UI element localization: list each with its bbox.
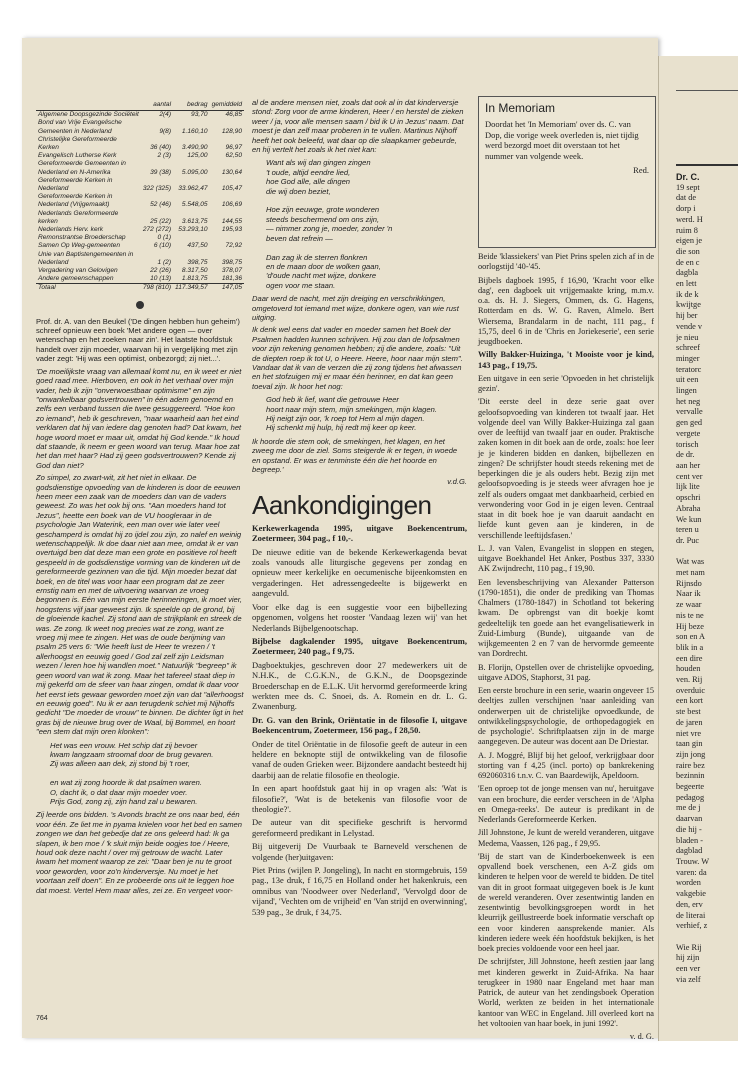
- edge-line: de literai: [676, 910, 706, 920]
- edge-line: lijk lite: [676, 482, 700, 492]
- edge-line: Hij beze: [676, 621, 704, 631]
- table-cell: Totaal: [36, 284, 141, 293]
- edge-line: de en c: [676, 257, 700, 267]
- table-row: [36, 152, 244, 160]
- paragraph: 'Bij de start van de Kinderboekenweek is een opvallend boek verschenen, een A-Z gids om kinderen te helpen voor de wereld te bidden. De titel van dit in groot formaat uitgegeven boek is Je kunt de wereld veranderen. Over zesentwintig landen en zesentwintig bevolkingsgroepen wordt in het kleurrijk geïllustreerde boek informatie verschaft op een voor kinderen aansprekende manier. Als kinderen iedere week één hoofdstuk bekijken, is het boek precies voldoende voor een heel jaar.: [478, 851, 654, 953]
- paragraph: Een levensbeschrijving van Alexander Patterson (1790-1851), die onder de prediking van Thomas Chalmers (1780-1847) in Schotland tot bekering kwam. De opbrengst van dit boekje komt gedeeltelijk ten goede aan het evangelisatiewerk in Zuid-Limburg (Bunde), uitgaande van de wijkgemeenten 2 en 7 van de hervormde gemeente van Dordrecht.: [478, 577, 654, 659]
- paragraph: De schrijfster, Jill Johnstone, heeft zestien jaar lang met kinderen gewerkt in Zuid-Afrika. Na haar terugkeer in 1980 naar Engeland met haar man Patrick, de auteur van het zendingsboek Operation World, werkten ze beiden in het internationale kantoor van WEC in Engeland. Jill overleed kort na het voltooien van haar boek, in juni 1992'.: [478, 957, 654, 1028]
- poem-line: Want als wij dan gingen zingen: [266, 158, 371, 168]
- poem-line: en wat zij zong hoorde ik dat psalmen waren.: [50, 778, 202, 788]
- paragraph: 'Dit eerste deel in deze serie gaat over geloofsopvoeding van kinderen tot twaalf jaar. Het volgende deel van Willy Bakker-Huizinga zal gaan over de leeftijd van twaalf jaar en ouder. Praktische zaken komen in dit boek aan de orde, zoals: hoe leer je je kinderen bidden en danken, bijbellezen en zingen? De schrijfster houdt steeds rekening met de beperkingen die je als ouders hebt. Bezig zijn met geloofsopvoeding is je steeds weer afvragen hoe je zelf als ouders omgaat met dankbaarheid, cerbied en verwondering voor God in je eigen leven. Centraal staat in dit boek hoe je van daaruit aandacht en liefde kunt geven aan je kinderen, in de verschillende leeftijdsfasen.': [478, 397, 654, 540]
- edge-line: begeerte: [676, 782, 705, 792]
- edge-line: ruim 8: [676, 225, 698, 235]
- table-cell: 93,70: [191, 111, 208, 119]
- signature: v.d.G.: [447, 477, 467, 487]
- paragraph: A. J. Moggré, Blijf bij het geloof, verkrijgbaar door storting van f 4,25 (incl. porto) op bankrekening 692060316 t.n.v. C. van Baardewijk, Apeldoorn.: [478, 750, 654, 780]
- edge-line: blik in a: [676, 642, 704, 652]
- table-header: aantal: [141, 100, 173, 111]
- paragraph: 'De moeilijkste vraag van allemaal komt nu, en ik weet er niet goed raad mee. Hierboven, en ook in het verhaal over mijn vader, heb ik zijn "onverwoestbaar optimisme" en zijn "onwankelbaar godsvertrouwen" in één adem genoemd en zelfs een verband tussen die twee gesuggereerd. "Hoe kon zo iemand", heb ik geschreven, "naar waarheid aan het eind verklaren dat hij van iedere dag genoten had? Dat kwam, het hoge woord moet er maar uit, omdat hij God kende." Ik houd dat staande, ik neem er geen woord van terug. Maar hoe zat het dan met haar? Had zij geen godsvertrouwen? Kende zij God dan niet?: [36, 366, 242, 470]
- edge-line: hij zijn: [676, 953, 700, 963]
- poem-line: steeds beschermend om ons zijn,: [266, 214, 380, 224]
- edge-line: bladen -: [676, 835, 703, 845]
- paragraph: De nieuwe editie van de bekende Kerkewerkagenda bevat zoals vanouds alle liturgische gegevens per zondag en opnieuw meer kerkelijke en oecumenische bijeenkomsten en vergaderingen. Het adressengedeelte is bijgewerkt en aangevuld.: [252, 546, 467, 599]
- edge-line: raire bez: [676, 760, 705, 770]
- table-cell: 46,85: [225, 111, 242, 119]
- paragraph: Daar werd de nacht, met zijn dreiging en verschrikkingen, omgetoverd tot iemand met wijze, donkere ogen, van wie rust uitging.: [252, 294, 459, 322]
- edge-line: overduic: [676, 685, 706, 695]
- table-cell: 0 (1): [157, 234, 172, 242]
- poem: [36, 741, 244, 807]
- edge-line: teren u: [676, 525, 699, 535]
- paragraph: Jill Johnstone, Je kunt de wereld veranderen, uitgave Medema, Vaassen, 126 pag., f 29,95.: [478, 828, 654, 848]
- poem: [252, 395, 467, 433]
- edge-line: ven. Rij: [676, 675, 703, 685]
- table-cell: 62,50: [225, 152, 242, 160]
- table-row: [36, 177, 244, 193]
- edge-heading: Dr. C.: [676, 172, 700, 182]
- table-cell: Unie van Baptistengemeenten in Nederland: [38, 250, 134, 266]
- table-cell: Nederlands Herv. kerk: [38, 226, 104, 234]
- poem-line: 'd'oude nacht met wijze, donkere: [266, 271, 377, 281]
- edge-line: Abraha: [676, 503, 701, 513]
- paragraph: Ik denk wel eens dat vader en moeder samen het Boek der Psalmen hadden kunnen schrijven. Hij zou dan de lofpsalmen voor zijn rekening genomen hebben; zij die andere, zoals: "Uit de diepten roep ik tot U, o Heere. Heere, hoor naar mijn stem". Vandaar dat ik van de verzen die zij zong tijdens het afwassen en het stofzuigen mij er maar één herinner, en dat kan geen toeval zijn. Ik hoor het nog:: [252, 325, 463, 391]
- edge-line: cent ver: [676, 471, 703, 481]
- table-row: [36, 242, 244, 250]
- edge-line: schreef: [676, 343, 700, 353]
- edge-line: lingen: [676, 386, 697, 396]
- edge-line: varen: da: [676, 867, 707, 877]
- table-cell: 36 (40): [150, 144, 172, 152]
- table-cell: 1.160,10: [181, 127, 208, 135]
- table-cell: 378,07: [221, 267, 242, 275]
- next-page-text: [676, 172, 738, 1034]
- edge-heading-rule: [676, 164, 738, 166]
- poem-line: kwam langzaam stroomaf door de brug gevaren.: [50, 749, 214, 759]
- poem-line: hoort naar mijn stem, mijn smekingen, mijn klagen.: [266, 404, 437, 414]
- bullet-separator: [136, 301, 144, 309]
- edge-line: Wie Rij: [676, 942, 702, 952]
- table-cell: 195,93: [221, 226, 242, 234]
- edge-line: je nieu: [676, 332, 699, 342]
- paragraph: Prof. dr. A. van den Beukel ('De dingen hebben hun geheim') schreef opnieuw een boek 'Met andere ogen — over wetenschap en het zoeken naar zin'. Het laatste hoofdstuk handelt over zijn moeder, waarvan hij in vergelijking met zijn vader zegt: 'Hij was een optimist, onbezorgd; zij niet...'.: [36, 316, 240, 364]
- table-cell: 1.813,75: [181, 275, 208, 283]
- paragraph: De auteur van dit specifieke geschrift is hervormd gereformeerd predikant in Lelystad.: [252, 817, 467, 838]
- table-cell: 117.349,57: [175, 284, 208, 292]
- paragraph: Bij uitgeverij De Vuurbaak te Barneveld verschenen de volgende (her)uitgaven:: [252, 841, 467, 862]
- edge-line: We kun: [676, 514, 702, 524]
- edge-line: aan her: [676, 460, 701, 470]
- table-cell: 72,92: [225, 242, 242, 250]
- edge-line: dat de: [676, 193, 697, 203]
- edge-line: minger: [676, 353, 700, 363]
- poem-line: Hoe zijn eeuwge, grote wonderen: [266, 205, 380, 215]
- edge-line: vakgebie: [676, 889, 706, 899]
- table-cell: 798 (810): [142, 284, 172, 292]
- signature: v. d. G.: [629, 1032, 654, 1041]
- table-cell: Gereformeerde Kerken in Nederland (Vrijgemaakt): [38, 193, 113, 209]
- table-cell: 272 (272): [142, 226, 172, 234]
- announcement: Kerkewerkagenda 1995, uitgave Boekencentrum, Zoetermeer, 304 pag., f 10,-.: [252, 522, 467, 544]
- statistics-table: [36, 100, 244, 293]
- edge-line: 19 sept: [676, 182, 700, 192]
- table-cell: 5.548,05: [181, 201, 208, 209]
- edge-line: die hij -: [676, 824, 702, 834]
- table-cell: 9(8): [159, 127, 172, 135]
- table-cell: 398,75: [187, 258, 208, 266]
- table-cell: Andere gemeenschappen: [38, 275, 114, 283]
- table-cell: [210, 234, 244, 242]
- edge-line: vergete: [676, 428, 701, 438]
- edge-line: het neg: [676, 396, 701, 406]
- edge-line: ze waar: [676, 600, 702, 610]
- edge-line: de jaren: [676, 717, 703, 727]
- edge-line: torisch: [676, 439, 699, 449]
- paragraph: Zo simpel, zo zwart-wit, zit het niet in elkaar. De godsdienstige opvoeding van de kinderen is door de eeuwen heen meer een zaak van de moeders dan van de vaders geweest. Zo was het ook bij ons. "Aan moeders hand tot Jezus", heette een boek van de VU hoogleraar in de psychologie Jan Waterink, een man over wie later veel geschamperd is omdat hij zo ijdel zou zijn, zo nalef en weinig wetenschappelijk. Ik doe daar niet aan mee, omdat ik er van overtuigd ben dat deze man een grote en positieve rol heeft gespeeld in de godsdienstige vorming van de kinderen uit de gereformeerde gezinnen van die tijd. Mijn moeder bezat dat boek, en de titel was voor haar een program dat ze zeer ernstig nam en met de uitvoering waarvan ze vroeg begonnen is. Eén van mijn eerste herinneringen, ik moet vier, hoogstens vijf jaar geweest zijn. Ik speelde op de grond, bij de gloeiende kachel. Zij stond aan de strijkplank en streek de was. Ze zong. Ik weet nog precies wat ze zong, want ze vroeg mij mee te zingen. Het was de oude berijming van psalm 25 vers 6: "Wie heeft lust de Heer te vrezen / 't allerhoogst en eeuwig goed / God zal zelf zijn Leidsman wezen / leren hoe hij wandlen moet." Natuurlijk "begreep" ik geen woord van wat ik zong. Maar het tafereel staat diep in mij gekerfd om de sfeer van haar zingen, omdat ik daar voor het eerst iets gewaar geworden moet zijn van dat "allerhoogst en eeuwig goed". Nu ik er aan terugdenk schiet mij Nijhoffs gedicht "De moeder de vrouw" te binnen. De dichter ligt in het gras bij de nieuwe brug over de Waal, bij Bommel, en hoort "een stem dat mijn oren klonken":: [36, 473, 244, 737]
- edge-line: bezinnin: [676, 771, 705, 781]
- edge-line: met nam: [676, 568, 705, 578]
- edge-line: dr. Puc: [676, 535, 700, 545]
- edge-line: ste best: [676, 707, 701, 717]
- edge-line: den, erv: [676, 899, 703, 909]
- table-cell: Nederlands Gereformeerde kerken: [38, 209, 119, 225]
- column-right: [478, 252, 654, 1042]
- table-cell: 2(4): [159, 111, 172, 119]
- edge-line: daarvan: [676, 814, 703, 824]
- paragraph: B. Florijn, Opstellen over de christelijke opvoeding, uitgave ADOS, Staphorst, 31 pag.: [478, 662, 654, 682]
- paragraph: Een eerste brochure in een serie, waarin ongeveer 15 deeltjes zullen verschijnen 'naar aanleiding van onderwerpen uit de christelijke opvoedkunde, de ontwikkelingspsychologie, de orthopedagogiek en de psychologie'. Schriftplaatsen zijn in de marge aangegeven. De auteur was docent aan De Driestar.: [478, 686, 654, 747]
- edge-line: vende v: [676, 321, 703, 331]
- poem-line: die wij doen beziet,: [266, 186, 331, 196]
- edge-line: [676, 932, 738, 943]
- edge-line: werd. H: [676, 214, 703, 224]
- edge-line: een kort: [676, 696, 703, 706]
- edge-line: een ver: [676, 964, 701, 974]
- page-number: 764: [36, 1015, 48, 1022]
- table-cell: 437,50: [187, 242, 208, 250]
- column-left: [36, 100, 244, 898]
- edge-line: hij ber: [676, 311, 698, 321]
- paragraph: Beide 'klassiekers' van Piet Prins spelen zich af in de oorlogstijd '40-'45.: [478, 252, 654, 272]
- table-cell: 322 (325): [142, 185, 172, 193]
- poem: [252, 158, 467, 290]
- table-row: [36, 193, 244, 209]
- poem-line: Zij was alleen aan dek, zij stond bij 't roer,: [50, 759, 190, 769]
- edge-line: de dr.: [676, 450, 695, 460]
- edge-line: me de j: [676, 803, 701, 813]
- table-cell: Gereformeerde Kerken in Nederland: [38, 176, 113, 193]
- paragraph: Bijbels dagboek 1995, f 16,90, 'Kracht voor elke dag', een dagboek uit vrijgemaakte kring, m.m.v. o.a. ds. H. J. Siegers, Ommen, ds. G. Hagens, Rotterdam en ds. W. G. Raven, Almelo. Bert Wiersema, Brandalarm in de nacht, 111 pag., f 15,75, deel 6 in de 'Chris en Joriekeserie', een serie jeugdboeken.: [478, 275, 654, 346]
- edge-line: die son: [676, 246, 700, 256]
- poem-line: hoe God alle, alle dingen: [266, 177, 351, 187]
- paragraph: L. J. van Valen, Evangelist in sloppen en stegen, uitgave Boekhandel Het Anker, Postbus 337, 3330 AK Zwijndrecht, 110 pag., f 19,90.: [478, 543, 654, 574]
- table-cell: Remonstrantse Broederschap: [38, 234, 126, 242]
- poem-line: [266, 196, 467, 205]
- announcement: Willy Bakker-Huizinga, 't Mooiste voor je kind, 143 pag., f 19,75.: [478, 350, 654, 370]
- edge-line: eigen je: [676, 236, 703, 246]
- table-total-row: [36, 284, 244, 293]
- edge-line: Rijnsdo: [676, 578, 702, 588]
- poem-line: Hij schenkt mij hulp, hij redt mij keer op keer.: [266, 423, 417, 433]
- poem-line: beven dat refrein —: [266, 233, 333, 243]
- poem-line: Hij neigt zijn oor, 'k roep tot Hem al mijn dagen.: [266, 414, 425, 423]
- edge-line: opschri: [676, 493, 701, 503]
- paragraph: Dagboektukjes, geschreven door 27 medewerkers uit de N.H.K., de C.G.K.N., de G.K.N., de Doopsgezinde Broederschap en de E.L.K. Uit hervormd gereformeerde kring werkten mee ds. C. Snoei, ds. A. Romein en dr. L. G. Zwanenburg.: [252, 659, 467, 712]
- table-cell: Gereformeerde Gemeenten in Nederland en N-Amerika: [38, 160, 126, 176]
- table-cell: 398,75: [221, 258, 242, 266]
- edge-line: vervalle: [676, 407, 703, 417]
- box-text: Doordat het 'In Memoriam' over ds. C. van Dop, die vorige week overleden is, niet tijdig werd bezorgd moet dit overstaan tot het nummer van volgende week.: [485, 119, 639, 161]
- edge-line: dagbla: [676, 268, 699, 278]
- edge-rule: [676, 90, 738, 91]
- table-cell: Evangelisch Lutherse Kerk: [38, 152, 117, 160]
- table-row: [36, 226, 244, 234]
- poem-line: God heb ik lief, want die getrouwe Heer: [266, 395, 399, 405]
- announcement: Dr. G. van den Brink, Oriëntatie in de filosofie I, uitgave Boekencentrum, Zoetermeer, 156 pag., f 28,50.: [252, 714, 467, 736]
- table-row: [36, 251, 244, 267]
- table-cell: 144,55: [221, 217, 242, 225]
- table-header-row: [36, 100, 244, 111]
- edge-line: worden: [676, 878, 701, 888]
- table-cell: [173, 234, 210, 242]
- signature: Red.: [633, 165, 649, 175]
- paragraph: Een uitgave in een serie 'Opvoeden in het christelijk gezin'.: [478, 373, 654, 393]
- edge-line: teratorc: [676, 364, 702, 374]
- poem-line: Het was een vrouw. Het schip dat zij bevoer: [50, 740, 198, 750]
- table-cell: Algemene Doopsgezinde Sociëteit: [38, 111, 139, 119]
- table-row: [36, 160, 244, 176]
- table-header: gemiddeld: [210, 100, 244, 111]
- section-heading: Aankondigingen: [252, 489, 432, 520]
- paragraph: Ik hoorde die stem ook, de smekingen, het klagen, en het zweeg me door de ziel. Soms steigerde ik er tegen, in woede en opstand. Er was er tenminste één die het hoorde en begreep.': [252, 436, 458, 475]
- edge-line: Trouw. W: [676, 857, 710, 866]
- table-cell: 52 (46): [150, 201, 172, 209]
- poem-line: O, dacht ik, o dat daar mijn moeder voer.: [50, 787, 188, 797]
- table-cell: 6 (10): [153, 242, 172, 250]
- edge-line: niet vre: [676, 728, 702, 738]
- table-cell: 2 (3): [157, 152, 172, 160]
- edge-line: nis te ne: [676, 610, 704, 620]
- table-cell: 22 (26): [150, 267, 172, 275]
- table-row: [36, 267, 244, 275]
- table-cell: 3.613,75: [181, 217, 208, 225]
- table-cell: 128,90: [221, 127, 242, 135]
- table-row: [36, 136, 244, 152]
- paragraph: Voor elke dag is een suggestie voor een bijbellezing opgenomen, volgens het rooster 'Vandaag lezen wij' van het Nederlands Bijbelgenootschap.: [252, 601, 467, 633]
- table-cell: 53.293,10: [178, 226, 208, 234]
- poem-line: 't oude, altijd eendre lied,: [266, 167, 351, 177]
- edge-line: dagblad: [676, 846, 703, 856]
- table-cell: 181,36: [221, 275, 242, 283]
- table-header: bedrag: [173, 100, 210, 111]
- edge-line: Naar ik: [676, 589, 701, 599]
- table-row: [36, 210, 244, 226]
- table-cell: 8.317,50: [181, 267, 208, 275]
- poem-line: en de maan door de wolken gaan,: [266, 261, 381, 271]
- edge-line: ik de k: [676, 289, 699, 299]
- edge-line: een dire: [676, 653, 703, 663]
- edge-line: en lett: [676, 279, 697, 289]
- announcement: Bijbelse dagkalender 1995, uitgave Boekencentrum, Zoetermeer, 240 pag., f 9,75.: [252, 635, 467, 657]
- table-cell: Bond van Vrije Evangelische Gemeenten in Nederland: [38, 119, 122, 135]
- table-row: [36, 275, 244, 284]
- paragraph: Piet Prins (wijlen P. Jongeling), In nacht en stormgebruis, 159 pag., 13e druk, f 16,75 en Holland onder het hakenkruis, een omnibus van 'Noodweer over Nederland', 'Vervolgd door de vijand', 'Vechten om de vrijheid' en 'Van strijd en overwinning', 539 pag., 3e druk, f 34,75.: [252, 865, 467, 917]
- table-cell: 1 (2): [157, 258, 172, 266]
- table-cell: 106,69: [221, 201, 242, 209]
- edge-line: zijn jong: [676, 749, 706, 759]
- table-cell: Vergadering van Gelovigen: [38, 267, 118, 275]
- box-title: In Memoriam: [485, 101, 556, 115]
- edge-line: houden: [676, 664, 701, 674]
- poem-line: [50, 769, 244, 778]
- in-memoriam-box: [478, 96, 656, 248]
- edge-line: via zelf: [676, 974, 701, 984]
- edge-line: Wat was: [676, 557, 705, 567]
- edge-line: kwijtge: [676, 300, 701, 310]
- table-cell: 105,47: [221, 185, 242, 193]
- paragraph: Onder de titel Oriëntatie in de filosofie geeft de auteur in een heldere en beknopte stijl de ontwikkeling van de filosofie vanaf de ouden Grieken weer. Bijzondere aandacht besteedt hij daarbij aan de relatie filosofie en theologie.: [252, 738, 467, 780]
- table-row: [36, 111, 244, 120]
- table-cell: 10 (13): [150, 275, 172, 283]
- table-cell: 5.095,00: [181, 168, 208, 176]
- table-cell: 25 (22): [150, 217, 172, 225]
- table-row: [36, 119, 244, 135]
- poem-line: Prijs God, zong zij, zijn hand zal u bewaren.: [50, 796, 198, 806]
- table-cell: 33.962,47: [178, 185, 208, 193]
- paragraph: 'Een oproep tot de jonge mensen van nu', heruitgave van een brochure, die eerder verscheen in de 'Alpha en Omega-reeks'. De auteur is predikant in de Nederlands Gereformeerde Kerken.: [478, 784, 654, 824]
- column-middle: [252, 98, 467, 920]
- edge-line: verhief, z: [676, 921, 708, 931]
- table-cell: 125,00: [187, 152, 208, 160]
- table-cell: 3.490,90: [181, 144, 208, 152]
- edge-line: pedagog: [676, 792, 705, 802]
- table-cell: 147,05: [210, 284, 244, 293]
- edge-line: uit een: [676, 375, 699, 385]
- edge-line: taan gin: [676, 739, 703, 749]
- poem-line: — nimmer zong je, moeder, zonder 'n: [266, 224, 393, 234]
- edge-line: [676, 547, 738, 558]
- table-cell: Christelijke Gereformeerde Kerken: [38, 135, 117, 152]
- edge-line: gen ged: [676, 418, 703, 428]
- poem-line: ogen voor me staan.: [266, 280, 336, 290]
- poem-line: [266, 243, 467, 252]
- table-cell: 130,64: [221, 168, 242, 176]
- paragraph: Zij leerde ons bidden. 's Avonds bracht ze ons naar bed, één voor één. Ze liet me in pyama knielen voor het bed en samen zongen we dan het gebedje dat ze ons geleerd had: Ik ga slapen, ik ben moe / 'k sluit mijn beide oogjes toe / Heere, houd ook deze nacht / over mij getrouw de wacht. Later kwam het moment waarop ze zei: "Daar ben je nu te groot voor geworden, voor zo'n kinderversje. Nu moet je het voortaan zelf doen". En ze probeerde ons uit te leggen hoe dat moest. Vertel Hem maar alles, zei ze. En vergeet voor-: [36, 810, 242, 895]
- edge-line: son en A: [676, 632, 706, 642]
- paragraph: In een apart hoofdstuk gaat hij in op vragen als: 'Wat is filosofie?', 'Wat is de betekenis van filosofie voor de theologie?'.: [252, 783, 467, 814]
- edge-line: dorp i: [676, 204, 696, 214]
- table-row: [36, 234, 244, 242]
- table-cell: 39 (38): [150, 168, 172, 176]
- table-header: [36, 100, 141, 111]
- table-cell: Samen Op Weg-gemeenten: [38, 242, 120, 250]
- table-cell: 96,97: [225, 144, 242, 152]
- paragraph: al de andere mensen niet, zoals dat ook al in dat kinderversje stond: Zorg voor de arme kinderen, Heer / en herstel de zieken weer / ja, voor alle mensen saam / bid ik U in Jezus' naam. Dat moest je dan zelf maar proberen in te vullen. Martinus Nijhoff heeft het ook beleefd, wat daar op die slaapkamer gebeurde, en hij vertelt het zoals ik het niet kan:: [252, 98, 464, 155]
- poem-line: Dan zag ik de sterren flonkren: [266, 252, 368, 262]
